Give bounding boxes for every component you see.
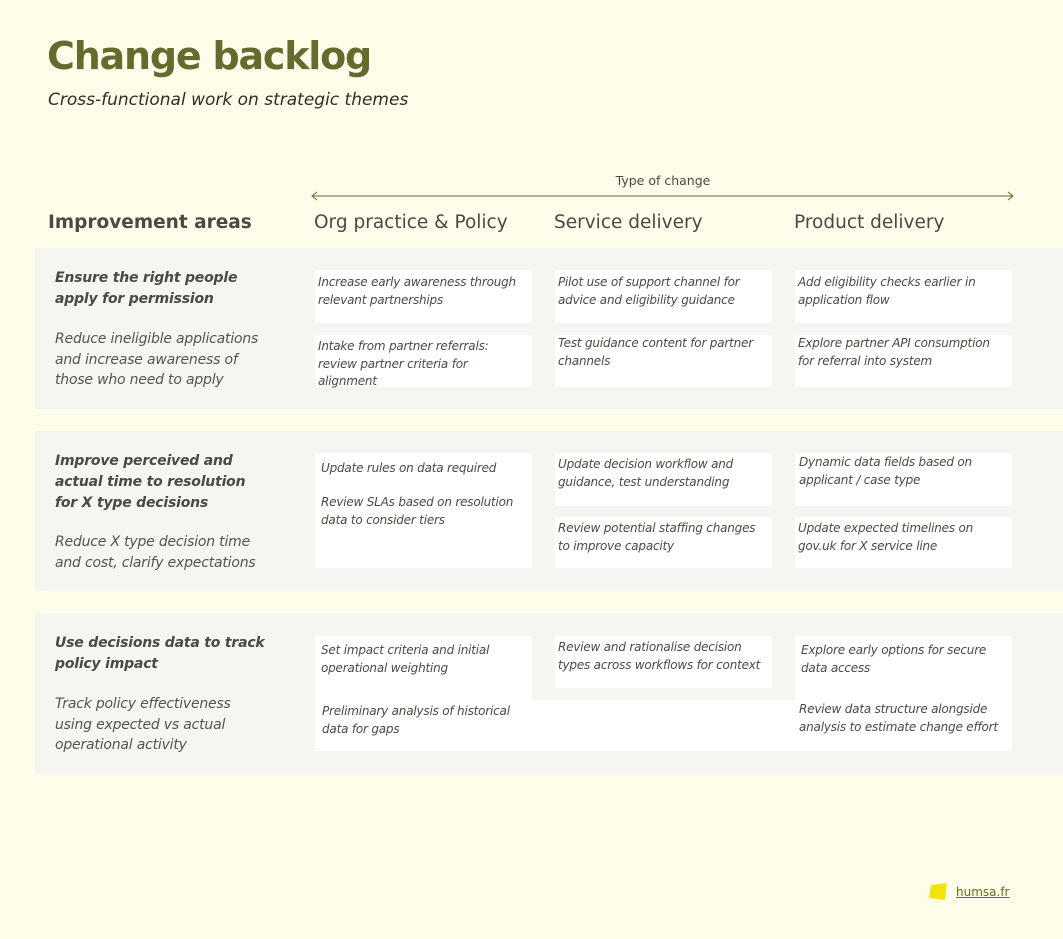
double-arrow-icon bbox=[310, 190, 1015, 202]
backlog-item: Review and rationalise decision types across workflows for context bbox=[558, 640, 761, 672]
backlog-item: Update expected timelines on gov.uk for X service line bbox=[798, 521, 974, 553]
humsa-link[interactable]: humsa.fr bbox=[956, 885, 1010, 899]
backlog-item: Pilot use of support channel for advice and eligibility guidance bbox=[558, 275, 740, 307]
page-title: Change backlog bbox=[47, 34, 372, 78]
backlog-item: Explore partner API consumption for referral into system bbox=[798, 336, 990, 368]
backlog-item: Dynamic data fields based on applicant / case type bbox=[799, 455, 972, 487]
backlog-item: Explore early options for secure data access bbox=[801, 643, 987, 675]
row-title: Ensure the right people apply for permission bbox=[55, 270, 238, 307]
page-subtitle: Cross-functional work on strategic themes bbox=[48, 90, 409, 110]
backlog-item: Set impact criteria and initial operational weighting bbox=[321, 643, 490, 675]
humsa-logo-icon bbox=[928, 882, 948, 902]
backlog-item: Test guidance content for partner channels bbox=[558, 336, 753, 368]
row-title: Improve perceived and actual time to resolution for X type decisions bbox=[55, 453, 246, 511]
column-header-org-practice: Org practice & Policy bbox=[314, 212, 508, 233]
axis-label: Type of change bbox=[615, 173, 711, 188]
backlog-item: Update rules on data required bbox=[321, 461, 497, 475]
backlog-item: Update decision workflow and guidance, test understanding bbox=[558, 457, 734, 489]
backlog-item: Preliminary analysis of historical data for gaps bbox=[322, 704, 510, 736]
row-description: Track policy effectiveness using expected vs actual operational activity bbox=[55, 696, 231, 753]
backlog-item: Increase early awareness through relevant partnerships bbox=[318, 275, 516, 307]
footer bbox=[928, 880, 1009, 904]
row-title: Use decisions data to track policy impact bbox=[55, 635, 265, 672]
backlog-item: Intake from partner referrals: review partner criteria for alignment bbox=[318, 339, 489, 388]
column-header-product-delivery: Product delivery bbox=[794, 212, 945, 233]
row-description: Reduce ineligible applications and increase awareness of those who need to apply bbox=[55, 331, 259, 388]
backlog-item: Review SLAs based on resolution data to consider tiers bbox=[321, 495, 514, 527]
column-header-improvement-areas: Improvement areas bbox=[48, 212, 252, 233]
backlog-item: Review potential staffing changes to improve capacity bbox=[558, 521, 756, 553]
backlog-item: Review data structure alongside analysis to estimate change effort bbox=[799, 702, 998, 734]
backlog-item: Add eligibility checks earlier in application flow bbox=[798, 275, 976, 307]
row-description: Reduce X type decision time and cost, clarify expectations bbox=[55, 534, 256, 571]
column-header-service-delivery: Service delivery bbox=[554, 212, 703, 233]
